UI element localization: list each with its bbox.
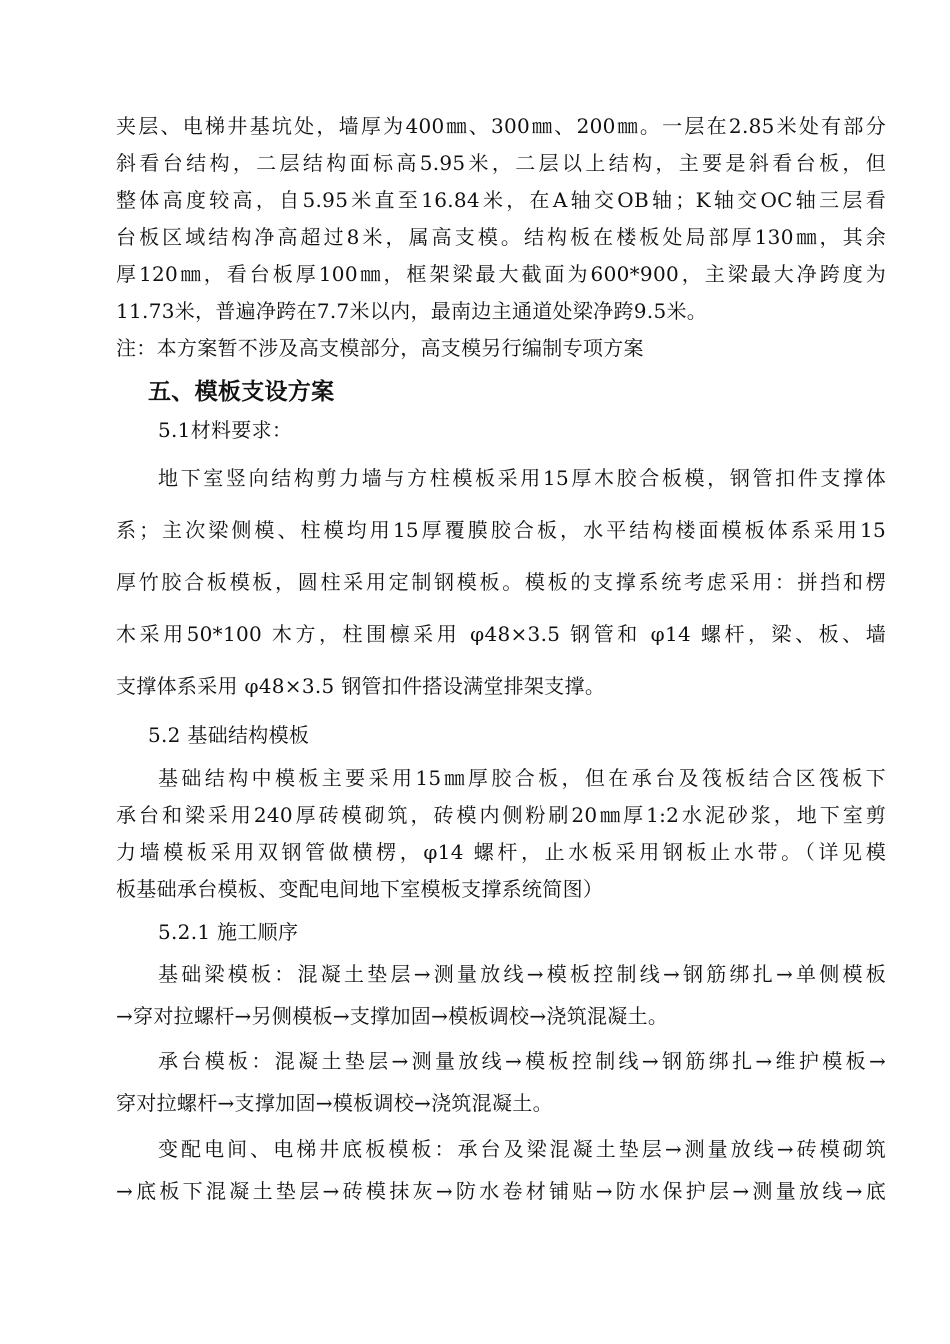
text-line: 地下室竖向结构剪力墙与方柱模板采用15厚木胶合板模，钢管扣件支撑体 (158, 466, 886, 490)
text-line: 整体高度较高，自5.95米直至16.84米，在A轴交OB轴；K轴交OC轴三层看 (116, 188, 886, 212)
text-line: 承台模板：混凝土垫层→测量放线→模板控制线→钢筋绑扎→维护模板→ (158, 1049, 886, 1073)
note-line: 注：本方案暂不涉及高支模部分，高支模另行编制专项方案 (116, 336, 644, 360)
text-line: 厚120㎜，看台板厚100㎜，框架梁最大截面为600*900，主梁最大净跨度为 (116, 262, 886, 286)
text-line: 木采用50*100 木方，柱围檩采用 φ48×3.5 钢管和 φ14 螺杆，梁、板、墙 (116, 622, 886, 646)
text-line: 板基础承台模板、变配电间地下室模板支撑系统简图） (116, 877, 604, 901)
subsection-heading: 5.2.1 施工顺序 (158, 920, 299, 944)
text-line: →穿对拉螺杆→另侧模板→支撑加固→模板调校→浇筑混凝土。 (116, 1004, 669, 1028)
subsection-heading: 5.2 基础结构模板 (148, 723, 310, 747)
text-line: 穿对拉螺杆→支撑加固→模板调校→浇筑混凝土。 (116, 1091, 553, 1115)
text-line: 变配电间、电梯井底板模板：承台及梁混凝土垫层→测量放线→砖模砌筑 (158, 1137, 886, 1161)
text-line: 斜看台结构，二层结构面标高5.95米，二层以上结构，主要是斜看台板，但 (116, 151, 886, 175)
text-line: 厚竹胶合板模板，圆柱采用定制钢模板。模板的支撑系统考虑采用：拼挡和楞 (116, 570, 886, 594)
text-line: 台板区域结构净高超过8米，属高支模。结构板在楼板处局部厚130㎜，其余 (116, 225, 886, 249)
text-line: →底板下混凝土垫层→砖模抹灰→防水卷材铺贴→防水保护层→测量放线→底 (116, 1179, 886, 1203)
subsection-heading: 5.1材料要求： (158, 418, 293, 442)
text-line: 基础结构中模板主要采用15㎜厚胶合板，但在承台及筏板结合区筏板下 (158, 766, 886, 790)
text-line: 承台和梁采用240厚砖模砌筑，砖模内侧粉刷20㎜厚1:2水泥砂浆，地下室剪 (116, 803, 886, 827)
text-line: 力墙模板采用双钢管做横楞，φ14 螺杆，止水板采用钢板止水带。（详见模 (116, 840, 886, 864)
text-line: 11.73米，普遍净跨在7.7米以内，最南边主通道处梁净跨9.5米。 (116, 299, 708, 323)
section-title: 五、模板支设方案 (148, 379, 335, 405)
text-line: 系；主次梁侧模、柱模均用15厚覆膜胶合板，水平结构楼面模板体系采用15 (116, 518, 886, 542)
text-line: 支撑体系采用 φ48×3.5 钢管扣件搭设满堂排架支撑。 (116, 674, 606, 698)
text-line: 夹层、电梯井基坑处，墙厚为400㎜、300㎜、200㎜。一层在2.85米处有部分 (116, 114, 886, 138)
text-line: 基础梁模板：混凝土垫层→测量放线→模板控制线→钢筋绑扎→单侧模板 (158, 962, 886, 986)
